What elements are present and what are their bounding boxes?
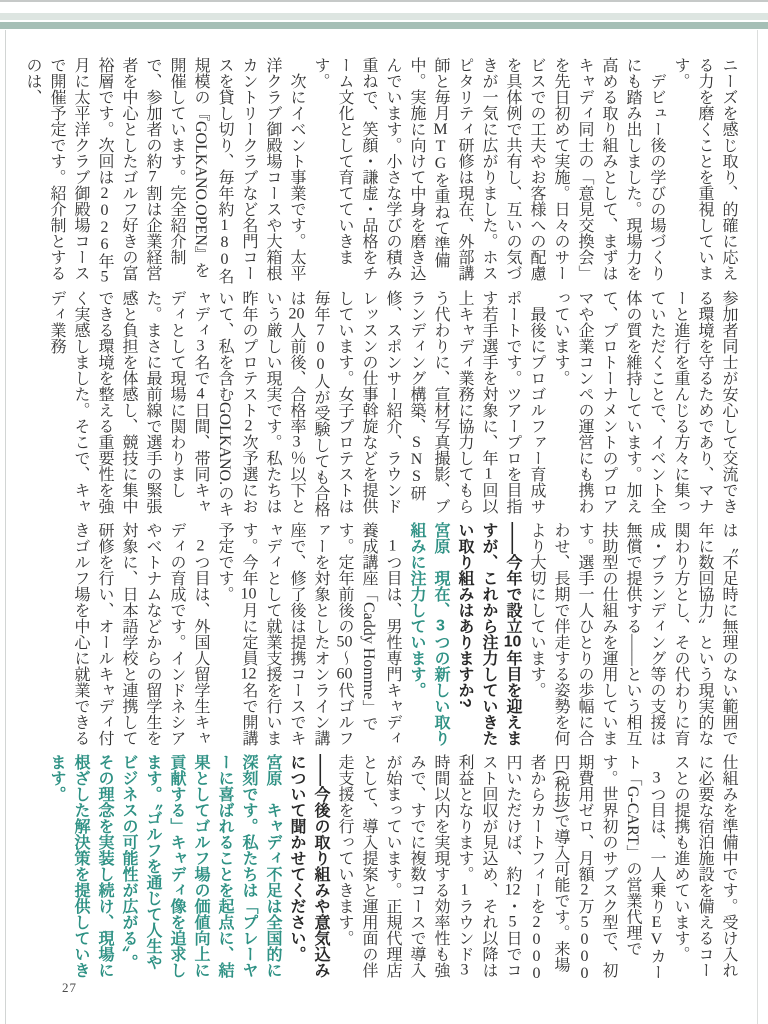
interviewer-question: ――今年で設立10年目を迎えますが、これから注力していきたい取り組みはありますか? bbox=[456, 522, 522, 746]
speaker-name: 宮原 bbox=[432, 522, 449, 554]
body-paragraph: 3つ目は、一人乗りEVカート「G-CART」の営業代理です。世界初のサブスク型で、初期費用ゼロ、月額2万5000円(税抜)で導入可能です。来場者からカートフィーを2000円いただけば、約12・5日でコスト回収が見込め、それ以降は利益となります。1ラウンド3時間以内を実現する効率性も強みで、すでに複数コースで導入が始まっています。正規代理店として、導入提案と運用面の伴走支援を行っていきます。 bbox=[336, 754, 665, 982]
body-paragraph: は〝不足時に無理のない範囲で年に数回協力〟という現実的な関わり方とし、その代わりに育成・ブランディング等の支援は無償で提供する――という相互扶助型の仕組みを運用しています。選手一人ひとりの歩幅に合わせ、長期で伴走する姿勢を何より大切にしています。 bbox=[528, 522, 737, 746]
text-band-4 bbox=[48, 754, 740, 982]
body-paragraph: 次にイベント事業です。太平洋クラブ御殿場コースや大箱根カントリークラブなど名門コースを貸し切り、毎年約180名規模の『GOLKANO.OPEN』を開催しています。完全紹介制で、参加者の約7割は企業経営者を中心としたゴルフ好きの富裕層です。次回は2026年5月に太平洋クラブ御殿場コースで開催予定です。紹介制とするのは、 bbox=[24, 57, 305, 285]
body-paragraph: デビュー後の学びの場づくりにも踏み出しました。現場力を高める取り組みとして、まずはキャディ同士の「意見交換会」を先日初めて実施。日々のサービスでの工夫やお客様への配慮を具体例で共有し、互いの気づきが一気に広がりました。ホスピタリティ研修は現在、外部講師と毎月MTGを重ねて準備中。実施に向けて中身を磨き込んでいます。小さな学びの積み重ねで、笑顔・謙虚・品格をチーム文化として育てていきます。 bbox=[312, 57, 665, 281]
body-paragraph: 最後にプロゴルファー育成サポートです。ツアープロを目指す若手選手を対象に、年1回以上キャディ業務に協力してもらう代わりに、宣材写真撮影、ブランディング構築、SNS研修、スポンサー紹介、ラウンドレッスンの仕事斡旋などを提供しています。女子プロテストは毎年700人が受験しても合格は20人前後、合格率3％以下という厳しい現実です。私たちは昨年のプロテスト2次予選において、私を含むGOLKANO.のキャディ3名で4日間、帯同キャディとして現場に関わりました。まさに最前線で選手の緊張感と負担を体感し、競技に集中できる環境を整える重要性を強く実感しました。そこで、キャディ業務 bbox=[48, 290, 545, 518]
body-paragraph: 仕組みを準備中です。受け入れに必要な宿泊施設を備えるコースとの提携も進めています。 bbox=[672, 754, 737, 978]
page-number: 27 bbox=[62, 980, 77, 995]
body-paragraph: 2つ目は、外国人留学生キャディの育成です。インドネシアやベトナムなどからの留学生を対象に、日本語学校と連携して研修を行い、オールキャディ付きゴルフ場を中心に就業できる bbox=[72, 522, 209, 746]
body-paragraph: ニーズを感じ取り、的確に応える力を磨くことを重視しています。 bbox=[672, 57, 737, 281]
accent-bar-light bbox=[0, 13, 768, 20]
scan-top-edge bbox=[0, 0, 768, 2]
speaker-answer: 宮原 現在、3つの新しい取り組みに注力しています。 bbox=[408, 522, 449, 746]
interviewer-question: ――今後の取り組みや意気込みについて聞かせてください。 bbox=[288, 754, 329, 978]
scan-left-edge bbox=[5, 30, 6, 1024]
accent-bar-dark bbox=[0, 22, 768, 29]
speaker-name: 宮原 bbox=[264, 754, 281, 786]
speaker-answer: 宮原 キャディ不足は全国的に深刻です。私たちは「プレーヤーに喜ばれることを起点に、結果としてゴルフ場の価値向上に貢献する」キャディ像を追求します。〝ゴルフを通じて人生やビジネスの可能性が広がる〟。その理念を実装し続け、現場に根ざした解決策を提供していきます。 bbox=[48, 754, 281, 978]
text-band-1 bbox=[24, 57, 740, 285]
text-band-2 bbox=[48, 290, 740, 518]
body-paragraph: 1つ目は、男性専門キャディ養成講座「Caddy Homme」です。定年前後の50〜60代ゴルファーを対象としたオンライン講座で、修了後は提携コースでキャディとして就業支援を行います。今年10月に定員12名で開講予定です。 bbox=[216, 522, 401, 746]
text-band-3 bbox=[64, 522, 740, 750]
scan-right-edge bbox=[757, 30, 758, 1024]
body-paragraph: 参加者同士が安心して交流できる環境を守るためであり、マナーと進行を重んじる方々に集っていただくことで、イベント全体の質を維持しています。加えて、プロトーナメントのプロアマや企業コンペの運営にも携わっています。 bbox=[552, 290, 737, 514]
